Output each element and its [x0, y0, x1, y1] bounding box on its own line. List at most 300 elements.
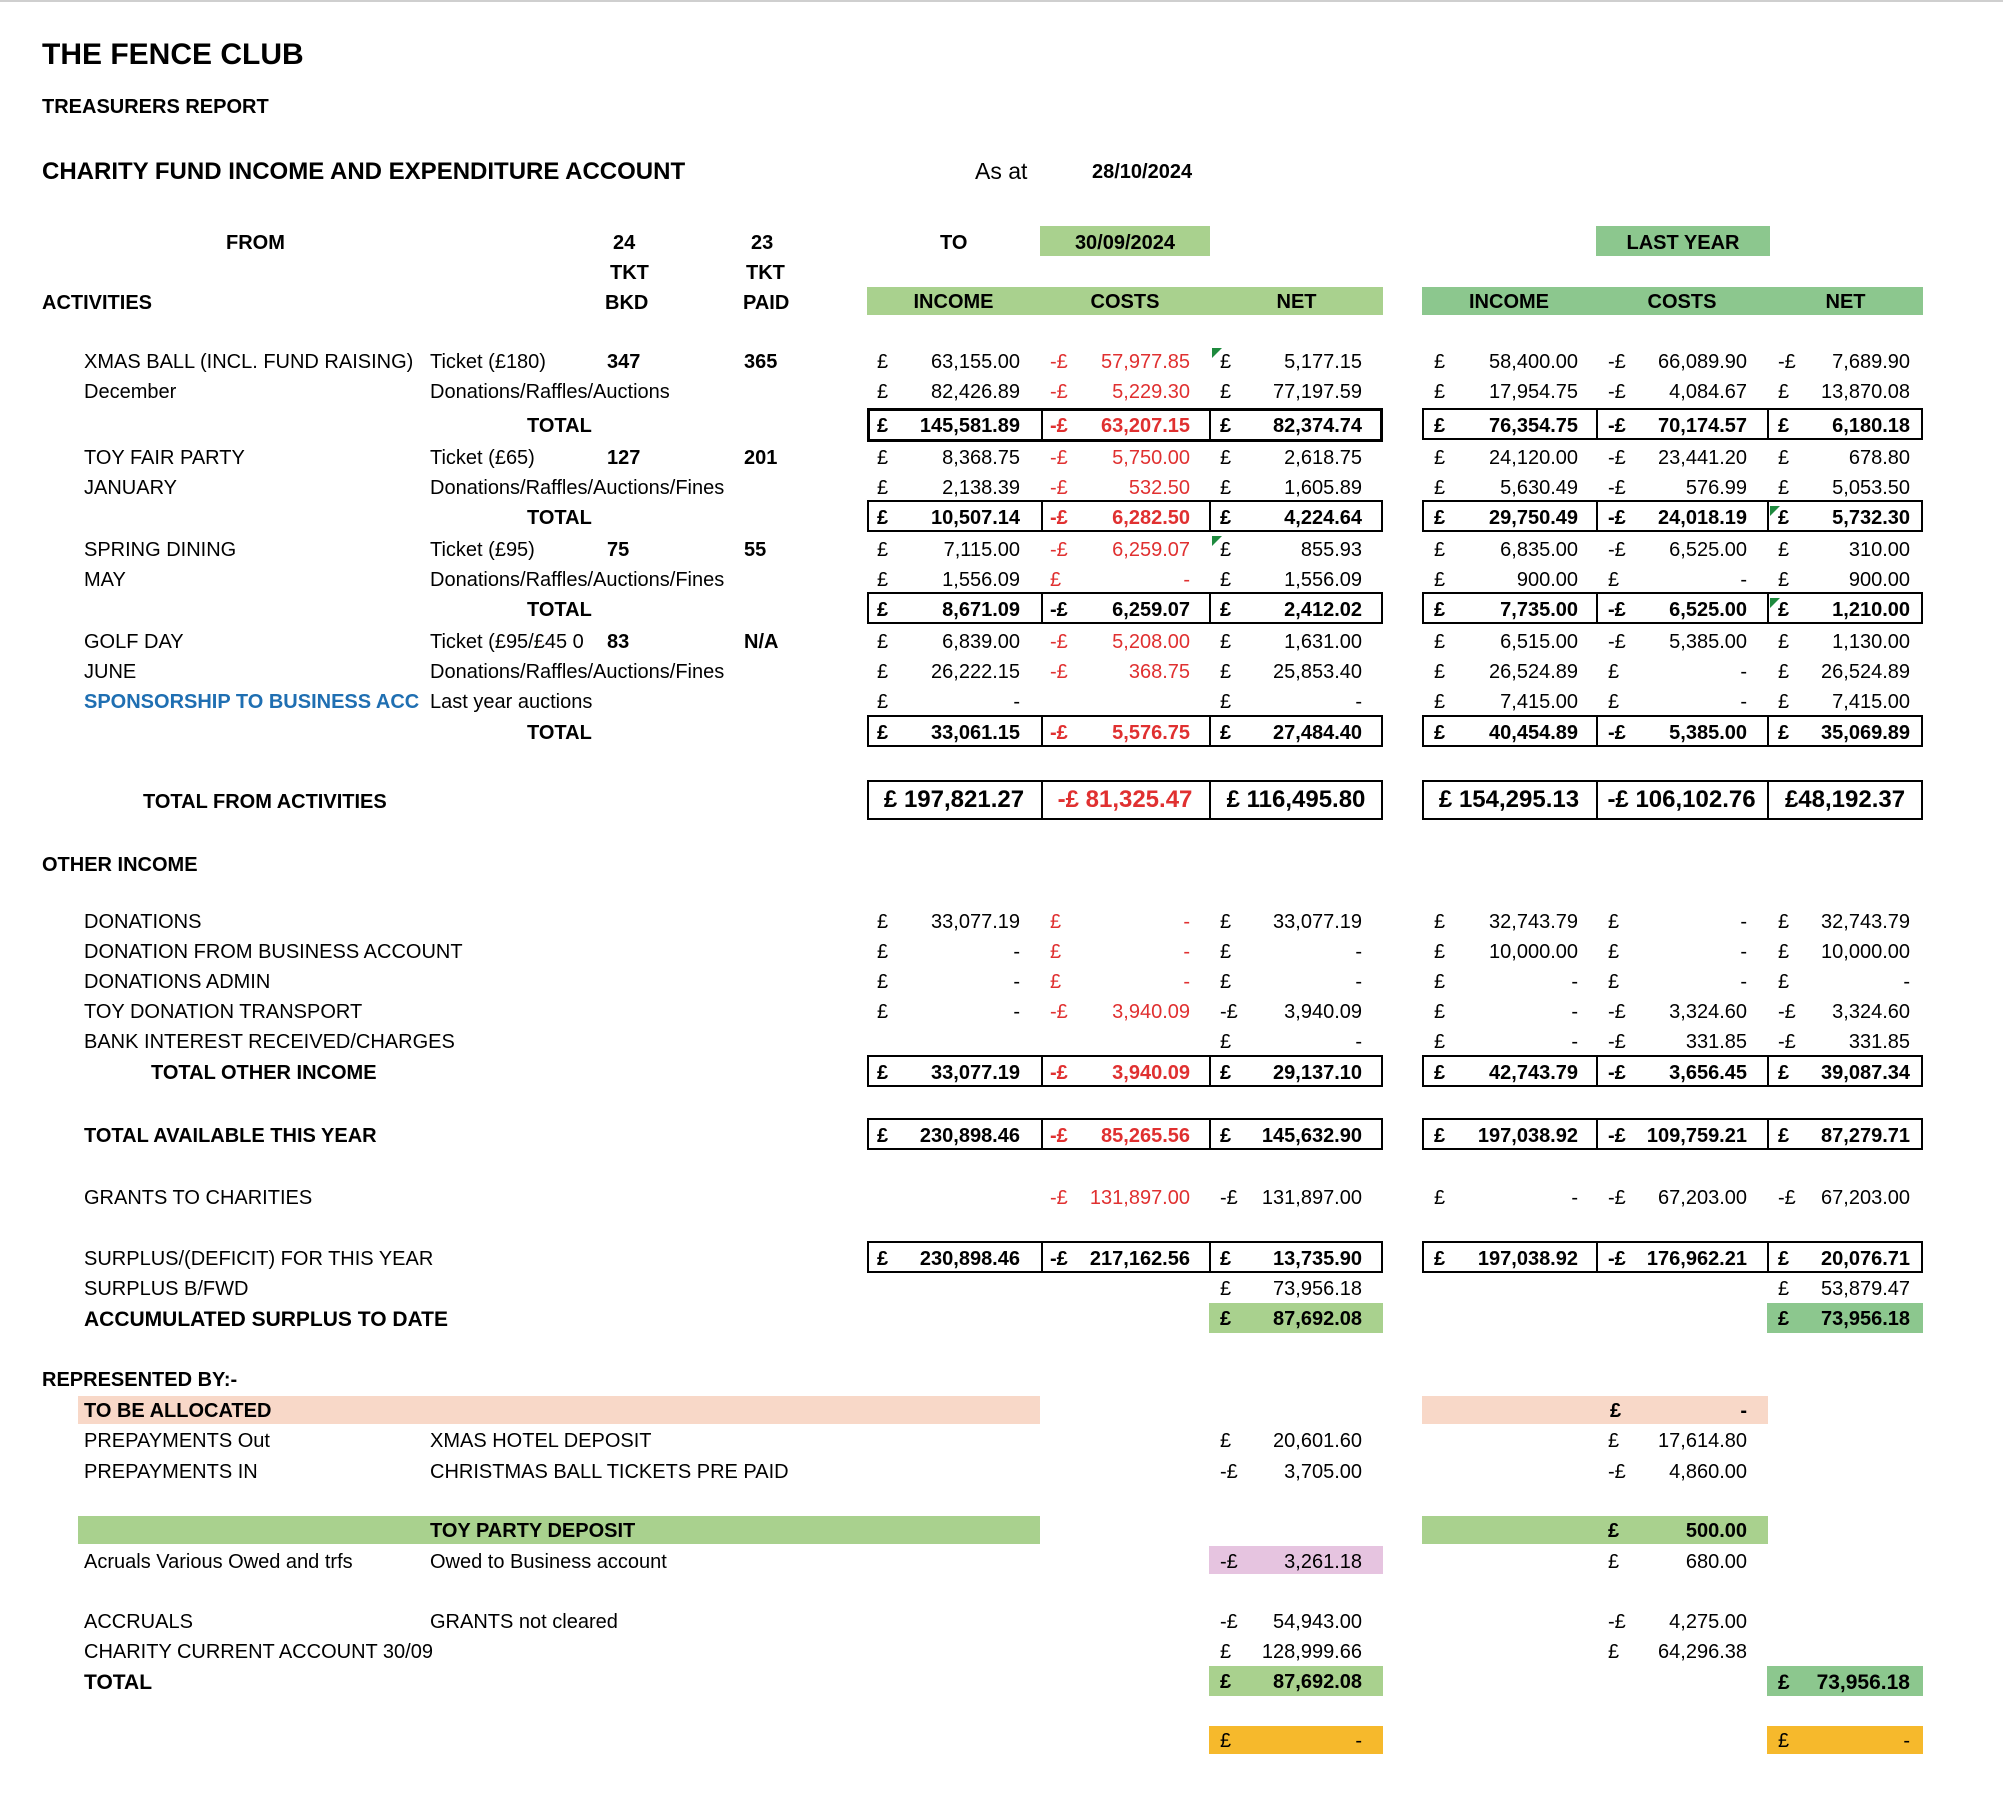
amount-value: 24,018.19	[1658, 507, 1747, 529]
amount-value: 3,940.09	[1284, 1001, 1362, 1023]
currency-symbol: £	[1778, 1671, 1790, 1694]
as-at-date: 28/10/2024	[1092, 161, 1193, 183]
cell-divider	[1596, 592, 1598, 624]
currency-symbol: £	[1220, 691, 1232, 713]
currency-symbol: £	[1608, 569, 1620, 591]
currency-symbol: £	[1220, 599, 1232, 621]
currency-symbol: -£	[1050, 1248, 1068, 1270]
amount-value: -	[1571, 1031, 1578, 1053]
cell-divider	[1596, 1055, 1598, 1087]
amount-value: 4,084.67	[1669, 381, 1747, 403]
tickets-booked: 83	[607, 631, 630, 653]
amount-value: 1,130.00	[1832, 631, 1910, 653]
currency-symbol: £	[1434, 971, 1446, 993]
currency-symbol: -£	[1608, 599, 1626, 621]
activities-header: ACTIVITIES	[42, 292, 153, 314]
acruals-label: Acruals Various Owed and trfs	[84, 1551, 353, 1573]
tickets-paid: N/A	[744, 631, 779, 653]
amount-value: -	[1740, 911, 1747, 933]
amount-value: 67,203.00	[1821, 1187, 1910, 1209]
currency-symbol: £	[1778, 661, 1790, 683]
currency-symbol: £	[1220, 1125, 1232, 1147]
currency-symbol: £	[1608, 1430, 1620, 1452]
cell-divider	[1209, 592, 1211, 624]
currency-symbol: £	[877, 941, 889, 963]
accruals-desc: GRANTS not cleared	[430, 1611, 618, 1633]
cell-divider	[1767, 715, 1769, 747]
sheet-top-border	[0, 0, 2003, 2]
total-from-activities-value: £ 197,821.27	[883, 786, 1025, 813]
amount-value: 230,898.46	[919, 1125, 1020, 1147]
amount-value: -	[1355, 691, 1362, 713]
amount-value: 5,576.75	[1112, 722, 1190, 744]
amount-value: 40,454.89	[1489, 722, 1578, 744]
amount-value: 70,174.57	[1658, 415, 1747, 437]
amount-value: 5,630.49	[1500, 477, 1578, 499]
currency-symbol: £	[1220, 381, 1232, 403]
amount-value: 368.75	[1128, 661, 1190, 683]
amount-value: 13,870.08	[1821, 381, 1910, 403]
ticket-price: Ticket (£180)	[430, 351, 546, 373]
amount-value: 6,835.00	[1500, 539, 1578, 561]
currency-symbol: £	[1434, 1031, 1446, 1053]
currency-symbol: -£	[1050, 447, 1068, 469]
amount-value: 17,614.80	[1658, 1430, 1747, 1452]
amount-value: -	[1571, 971, 1578, 993]
currency-symbol: £	[1434, 351, 1446, 373]
amount-value: 310.00	[1848, 539, 1910, 561]
amount-value: 10,000.00	[1489, 941, 1578, 963]
amount-value: -	[1013, 1001, 1020, 1023]
income-column-header: INCOME	[913, 291, 994, 313]
amount-value: 42,743.79	[1489, 1062, 1578, 1084]
amount-value: 29,750.49	[1489, 507, 1578, 529]
currency-symbol: -£	[1050, 415, 1068, 437]
as-at-label: As at	[975, 158, 1028, 184]
currency-symbol: £	[877, 507, 889, 529]
currency-symbol: £	[1434, 539, 1446, 561]
prepayments-out-desc: XMAS HOTEL DEPOSIT	[430, 1430, 652, 1452]
currency-symbol: £	[1434, 1062, 1446, 1084]
currency-symbol: -£	[1608, 1062, 1626, 1084]
amount-value: 3,705.00	[1284, 1461, 1362, 1483]
cell-divider	[1209, 1118, 1211, 1150]
currency-symbol: £	[1608, 941, 1620, 963]
other-income-row-label: TOY DONATION TRANSPORT	[84, 1001, 363, 1023]
amount-value: 2,618.75	[1284, 447, 1362, 469]
currency-symbol: £	[877, 477, 889, 499]
currency-symbol: £	[1220, 569, 1232, 591]
currency-symbol: -£	[1050, 1187, 1068, 1209]
amount-value: 20,601.60	[1273, 1430, 1362, 1452]
amount-value: 1,556.09	[1284, 569, 1362, 591]
amount-value: 331.85	[1685, 1031, 1747, 1053]
amount-value: -	[1183, 941, 1190, 963]
tickets-booked: 127	[607, 447, 641, 469]
amount-value: 4,275.00	[1669, 1611, 1747, 1633]
currency-symbol: -£	[1778, 1001, 1796, 1023]
amount-value: -	[1013, 691, 1020, 713]
currency-symbol: £	[1220, 477, 1232, 499]
currency-symbol: -£	[1050, 1001, 1068, 1023]
amount-value: 855.93	[1300, 539, 1362, 561]
amount-value: -	[1740, 661, 1747, 683]
currency-symbol: £	[1778, 539, 1790, 561]
currency-symbol: £	[1434, 941, 1446, 963]
currency-symbol: £	[1434, 722, 1446, 744]
cell-divider	[1209, 1055, 1211, 1087]
amount-value: -	[1740, 691, 1747, 713]
current-account-label: CHARITY CURRENT ACCOUNT 30/09	[84, 1641, 433, 1663]
amount-value: 3,261.18	[1284, 1551, 1362, 1573]
amount-value: 4,860.00	[1669, 1461, 1747, 1483]
represented-by-title: REPRESENTED BY:-	[42, 1369, 238, 1391]
accumulated-surplus-label: ACCUMULATED SURPLUS TO DATE	[84, 1308, 448, 1331]
amount-value: 35,069.89	[1821, 722, 1910, 744]
ticket-price: Ticket (£95/£45 0	[430, 631, 584, 653]
total-label: TOTAL	[527, 507, 592, 529]
currency-symbol: £	[1220, 631, 1232, 653]
amount-value: 63,155.00	[931, 351, 1020, 373]
represented-total-label: TOTAL	[84, 1671, 153, 1694]
currency-symbol: £	[1220, 1641, 1232, 1663]
cell-divider	[1596, 1241, 1598, 1273]
currency-symbol: -£	[1220, 1551, 1238, 1573]
currency-symbol: -£	[1608, 447, 1626, 469]
bkd-header: BKD	[605, 292, 649, 314]
amount-value: -	[1740, 1400, 1747, 1422]
amount-value: 680.00	[1685, 1551, 1747, 1573]
amount-value: 6,515.00	[1500, 631, 1578, 653]
amount-value: 2,138.39	[942, 477, 1020, 499]
amount-value: 33,077.19	[931, 1062, 1020, 1084]
currency-symbol: £	[877, 599, 889, 621]
amount-value: 10,507.14	[931, 507, 1020, 529]
amount-value: 58,400.00	[1489, 351, 1578, 373]
currency-symbol: -£	[1050, 599, 1068, 621]
currency-symbol: £	[1220, 1031, 1232, 1053]
amount-value: 5,385.00	[1669, 722, 1747, 744]
cell-divider	[1041, 592, 1043, 624]
currency-symbol: £	[1778, 722, 1790, 744]
currency-symbol: £	[877, 631, 889, 653]
cell-divider	[1767, 1055, 1769, 1087]
tkt-header: TKT	[746, 262, 785, 284]
amount-value: 6,259.07	[1112, 539, 1190, 561]
amount-value: 5,053.50	[1832, 477, 1910, 499]
currency-symbol: £	[1778, 415, 1790, 437]
amount-value: 3,940.09	[1112, 1001, 1190, 1023]
cell-divider	[1041, 1055, 1043, 1087]
to-be-allocated-label: TO BE ALLOCATED	[84, 1400, 272, 1422]
currency-symbol: -£	[1220, 1001, 1238, 1023]
amount-value: 57,977.85	[1101, 351, 1190, 373]
amount-value: 331.85	[1848, 1031, 1910, 1053]
currency-symbol: £	[1220, 447, 1232, 469]
currency-symbol: £	[1220, 722, 1232, 744]
tickets-booked: 347	[607, 351, 641, 373]
to-label: TO	[940, 232, 968, 254]
currency-symbol: £	[1608, 691, 1620, 713]
sponsorship-link[interactable]: SPONSORSHIP TO BUSINESS ACC	[84, 691, 420, 713]
amount-value: 7,689.90	[1832, 351, 1910, 373]
currency-symbol: £	[1434, 911, 1446, 933]
amount-value: 2,412.02	[1284, 599, 1362, 621]
currency-symbol: -£	[1778, 1031, 1796, 1053]
currency-symbol: £	[1778, 971, 1790, 993]
cell-divider	[1041, 500, 1043, 532]
cell-divider	[1041, 408, 1043, 442]
total-label: TOTAL	[527, 415, 592, 437]
cell-divider	[1041, 1118, 1043, 1150]
amount-value: 82,374.74	[1273, 415, 1362, 437]
total-available-label: TOTAL AVAILABLE THIS YEAR	[84, 1125, 377, 1147]
amount-value: 6,525.00	[1669, 599, 1747, 621]
cell-divider	[1596, 500, 1598, 532]
amount-value: 109,759.21	[1646, 1125, 1747, 1147]
report-subtitle: TREASURERS REPORT	[42, 96, 269, 118]
currency-symbol: £	[1778, 631, 1790, 653]
currency-symbol: £	[1434, 1187, 1446, 1209]
amount-value: 87,692.08	[1273, 1308, 1362, 1330]
tickets-paid: 365	[744, 351, 778, 373]
currency-symbol: -£	[1608, 1611, 1626, 1633]
surplus-label: SURPLUS/(DEFICIT) FOR THIS YEAR	[84, 1248, 434, 1270]
amount-value: 25,853.40	[1273, 661, 1362, 683]
tickets-paid: 55	[744, 539, 767, 561]
amount-value: 900.00	[1848, 569, 1910, 591]
currency-symbol: £	[1220, 1308, 1232, 1330]
amount-value: -	[1571, 1187, 1578, 1209]
amount-value: 532.50	[1128, 477, 1190, 499]
currency-symbol: £	[877, 351, 889, 373]
amount-value: 6,282.50	[1112, 507, 1190, 529]
currency-symbol: -£	[1608, 1125, 1626, 1147]
currency-symbol: £	[1778, 447, 1790, 469]
currency-symbol: £	[1778, 1308, 1790, 1330]
club-title: THE FENCE CLUB	[42, 38, 304, 71]
currency-symbol: £	[877, 381, 889, 403]
net-column-header: NET	[1276, 291, 1317, 313]
amount-value: 678.80	[1848, 447, 1910, 469]
cell-divider	[1596, 715, 1598, 747]
currency-symbol: £	[1220, 1671, 1232, 1693]
amount-value: 5,177.15	[1284, 351, 1362, 373]
currency-symbol: £	[1220, 351, 1232, 373]
activity-month: MAY	[84, 569, 126, 591]
currency-symbol: £	[1778, 569, 1790, 591]
year-23-header: 23	[751, 232, 774, 254]
amount-value: 6,180.18	[1832, 415, 1910, 437]
currency-symbol: -£	[1608, 539, 1626, 561]
currency-symbol: £	[1220, 415, 1232, 437]
currency-symbol: -£	[1608, 631, 1626, 653]
currency-symbol: -£	[1050, 661, 1068, 683]
currency-symbol: £	[1050, 569, 1062, 591]
activity-month: December	[84, 381, 177, 403]
amount-value: 7,415.00	[1500, 691, 1578, 713]
currency-symbol: £	[1778, 381, 1790, 403]
currency-symbol: -£	[1608, 1248, 1626, 1270]
amount-value: 197,038.92	[1477, 1125, 1578, 1147]
currency-symbol: £	[1778, 1248, 1790, 1270]
cell-divider	[1596, 408, 1598, 440]
amount-value: 8,368.75	[942, 447, 1020, 469]
cell-divider	[1209, 715, 1211, 747]
currency-symbol: -£	[1608, 507, 1626, 529]
currency-symbol: £	[1434, 1125, 1446, 1147]
currency-symbol: -£	[1608, 1001, 1626, 1023]
currency-symbol: £	[877, 661, 889, 683]
amount-value: 7,735.00	[1500, 599, 1578, 621]
prepayments-in-label: PREPAYMENTS IN	[84, 1461, 258, 1483]
surplus-bfwd-label: SURPLUS B/FWD	[84, 1278, 249, 1300]
amount-value: 23,441.20	[1658, 447, 1747, 469]
currency-symbol: £	[1434, 415, 1446, 437]
currency-symbol: -£	[1220, 1187, 1238, 1209]
comment-indicator-icon	[1770, 598, 1780, 608]
currency-symbol: £	[1778, 477, 1790, 499]
amount-value: 6,839.00	[942, 631, 1020, 653]
amount-value: 26,524.89	[1489, 661, 1578, 683]
other-income-title: OTHER INCOME	[42, 854, 198, 876]
amount-value: 3,940.09	[1112, 1062, 1190, 1084]
amount-value: 33,061.15	[931, 722, 1020, 744]
net-column-header: NET	[1825, 291, 1866, 313]
currency-symbol: £	[1778, 1062, 1790, 1084]
total-from-activities-value: £ 116,495.80	[1226, 786, 1366, 813]
amount-value: -	[1903, 971, 1910, 993]
amount-value: 1,556.09	[942, 569, 1020, 591]
donations-label: Donations/Raffles/Auctions	[430, 381, 670, 403]
amount-value: 500.00	[1685, 1520, 1747, 1542]
amount-value: 26,222.15	[931, 661, 1020, 683]
amount-value: 176,962.21	[1646, 1248, 1747, 1270]
amount-value: 54,943.00	[1273, 1611, 1362, 1633]
currency-symbol: £	[1434, 631, 1446, 653]
currency-symbol: £	[877, 1248, 889, 1270]
currency-symbol: -£	[1608, 415, 1626, 437]
ticket-price: Ticket (£95)	[430, 539, 535, 561]
amount-value: 87,279.71	[1821, 1125, 1910, 1147]
currency-symbol: £	[1220, 539, 1232, 561]
amount-value: 66,089.90	[1658, 351, 1747, 373]
costs-column-header: COSTS	[1647, 291, 1717, 313]
currency-symbol: £	[877, 447, 889, 469]
currency-symbol: -£	[1608, 477, 1626, 499]
from-label: FROM	[226, 232, 285, 254]
currency-symbol: £	[1434, 447, 1446, 469]
amount-value: 39,087.34	[1821, 1062, 1910, 1084]
currency-symbol: £	[1220, 1730, 1232, 1752]
currency-symbol: £	[1434, 381, 1446, 403]
amount-value: 128,999.66	[1261, 1641, 1362, 1663]
amount-value: 7,415.00	[1832, 691, 1910, 713]
paid-header: PAID	[743, 292, 790, 314]
currency-symbol: £	[1434, 1001, 1446, 1023]
amount-value: 900.00	[1516, 569, 1578, 591]
ticket-price: Ticket (£65)	[430, 447, 535, 469]
donations-label: Donations/Raffles/Auctions/Fines	[430, 661, 725, 683]
amount-value: 82,426.89	[931, 381, 1020, 403]
cell-divider	[1209, 500, 1211, 532]
currency-symbol: £	[1778, 691, 1790, 713]
account-title: CHARITY FUND INCOME AND EXPENDITURE ACCOUNT	[42, 158, 686, 185]
amount-value: 8,671.09	[942, 599, 1020, 621]
amount-value: 24,120.00	[1489, 447, 1578, 469]
comment-indicator-icon	[1212, 348, 1222, 358]
comment-indicator-icon	[1770, 506, 1780, 516]
amount-value: 85,265.56	[1101, 1125, 1190, 1147]
cell-divider	[1767, 1118, 1769, 1150]
currency-symbol: £	[1608, 661, 1620, 683]
currency-symbol: -£	[1608, 1187, 1626, 1209]
currency-symbol: £	[1610, 1400, 1622, 1422]
currency-symbol: £	[1778, 1125, 1790, 1147]
costs-column-header: COSTS	[1090, 291, 1160, 313]
total-label: TOTAL	[527, 722, 592, 744]
currency-symbol: £	[1434, 599, 1446, 621]
to-date: 30/09/2024	[1074, 232, 1176, 254]
currency-symbol: £	[1434, 661, 1446, 683]
amount-value: 10,000.00	[1821, 941, 1910, 963]
last-year-auctions-label: Last year auctions	[430, 691, 593, 713]
last-year-label: LAST YEAR	[1626, 232, 1740, 254]
total-label: TOTAL	[527, 599, 592, 621]
currency-symbol: £	[1050, 971, 1062, 993]
currency-symbol: £	[1220, 661, 1232, 683]
currency-symbol: -£	[1050, 539, 1068, 561]
amount-value: 1,631.00	[1284, 631, 1362, 653]
amount-value: 73,956.18	[1821, 1308, 1910, 1330]
prepayments-in-desc: CHRISTMAS BALL TICKETS PRE PAID	[430, 1461, 789, 1483]
currency-symbol: £	[877, 569, 889, 591]
currency-symbol: £	[1434, 477, 1446, 499]
currency-symbol: £	[877, 722, 889, 744]
other-income-row-label: DONATIONS	[84, 911, 202, 933]
currency-symbol: £	[1434, 507, 1446, 529]
currency-symbol: £	[1778, 1278, 1790, 1300]
amount-value: 13,735.90	[1273, 1248, 1362, 1270]
amount-value: 76,354.75	[1489, 415, 1578, 437]
currency-symbol: £	[877, 971, 889, 993]
cell-divider	[1041, 1241, 1043, 1273]
other-income-row-label: DONATIONS ADMIN	[84, 971, 271, 993]
total-from-activities-value: £48,192.37	[1784, 786, 1906, 813]
amount-value: 3,324.60	[1669, 1001, 1747, 1023]
amount-value: 26,524.89	[1821, 661, 1910, 683]
amount-value: -	[1740, 941, 1747, 963]
cell-divider	[1596, 1118, 1598, 1150]
toy-party-deposit-label: TOY PARTY DEPOSIT	[430, 1520, 636, 1542]
year-24-header: 24	[613, 232, 636, 254]
currency-symbol: £	[1778, 507, 1790, 529]
amount-value: 5,732.30	[1832, 507, 1910, 529]
currency-symbol: -£	[1608, 1461, 1626, 1483]
currency-symbol: £	[1778, 599, 1790, 621]
currency-symbol: -£	[1050, 507, 1068, 529]
amount-value: 6,525.00	[1669, 539, 1747, 561]
activity-name: XMAS BALL (INCL. FUND RAISING)	[84, 351, 414, 373]
currency-symbol: -£	[1050, 351, 1068, 373]
currency-symbol: -£	[1220, 1611, 1238, 1633]
cell-divider	[1767, 592, 1769, 624]
grants-label: GRANTS TO CHARITIES	[84, 1187, 313, 1209]
amount-value: -	[1013, 971, 1020, 993]
amount-value: 217,162.56	[1089, 1248, 1190, 1270]
amount-value: 32,743.79	[1821, 911, 1910, 933]
accruals-label: ACCRUALS	[84, 1611, 193, 1633]
